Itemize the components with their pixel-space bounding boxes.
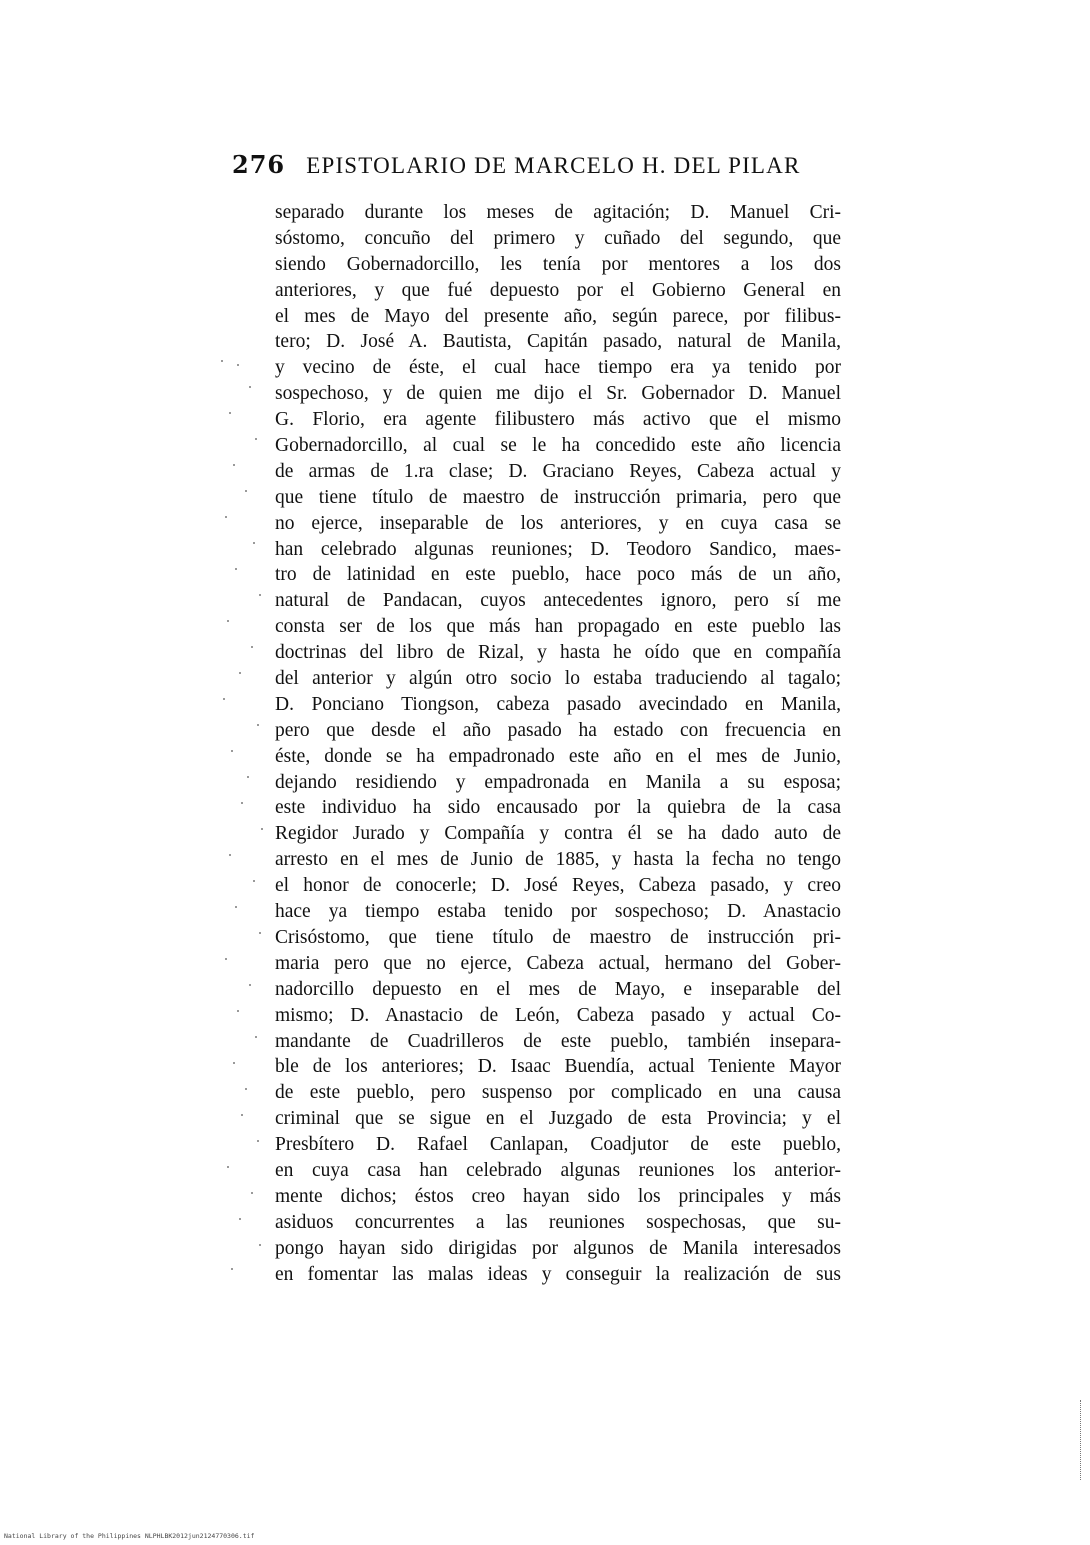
text-line: dejando residiendo y empadronada en Manila a su esposa; (275, 771, 841, 793)
text-line: pero que desde el año pasado ha estado con frecuencia en (275, 719, 841, 741)
text-line: que tiene título de maestro de instrucción primaria, pero que (275, 486, 841, 508)
text-line: hace ya tiempo estaba tenido por sospechoso; D. Anastacio (275, 901, 841, 923)
running-title: EPISTOLARIO DE MARCELO H. DEL PILAR (306, 153, 801, 178)
text-line: nadorcillo depuesto en el mes de Mayo, e inseparable del (275, 978, 841, 1000)
page-number: 276 (232, 150, 286, 179)
text-line: tero; D. José A. Bautista, Capitán pasado, natural de Manila, (275, 331, 841, 353)
text-line: mandante de Cuadrilleros de este pueblo, también insepara- (275, 1030, 841, 1052)
body-text (275, 200, 841, 1287)
text-line: arresto en el mes de Junio de 1885, y hasta la fecha no tengo (275, 849, 841, 871)
text-line: del anterior y algún otro socio lo estaba traduciendo al tagalo; (275, 668, 841, 690)
text-line: el honor de conocerle; D. José Reyes, Cabeza pasado, y creo (275, 875, 841, 897)
text-line: en fomentar las malas ideas y conseguir la realización de sus (275, 1263, 841, 1285)
text-line: doctrinas del libro de Rizal, y hasta he oído que en compañía (275, 642, 841, 664)
text-line: tro de latinidad en este pueblo, hace poco más de un año, (275, 564, 841, 586)
text-line: asiduos concurrentes a las reuniones sospechosas, que su- (275, 1211, 841, 1233)
text-line: sóstomo, concuño del primero y cuñado del segundo, que (275, 227, 841, 249)
text-line: mismo; D. Anastacio de León, Cabeza pasado y actual Co- (275, 1004, 841, 1026)
text-line: mente dichos; éstos creo hayan sido los principales y más (275, 1185, 841, 1207)
text-line: no ejerce, inseparable de los anteriores, y en cuya casa se (275, 512, 841, 534)
text-line: siendo Gobernadorcillo, les tenía por mentores a los dos (275, 253, 841, 275)
edge-scan-marks (1080, 1400, 1085, 1480)
text-line: pongo hayan sido dirigidas por algunos de Manila interesados (275, 1237, 841, 1259)
text-line: Crisóstomo, que tiene título de maestro de instrucción pri- (275, 926, 841, 948)
text-line: Regidor Jurado y Compañía y contra él se ha dado auto de (275, 823, 841, 845)
text-line: separado durante los meses de agitación; D. Manuel Cri- (275, 202, 841, 223)
text-line: maria pero que no ejerce, Cabeza actual, hermano del Gober- (275, 952, 841, 974)
text-line: natural de Pandacan, cuyos antecedentes ignoro, pero sí me (275, 590, 841, 612)
text-line: el mes de Mayo del presente año, según parece, por filibus- (275, 305, 841, 327)
text-line: Presbítero D. Rafael Canlapan, Coadjutor de este pueblo, (275, 1134, 841, 1156)
text-line: de este pueblo, pero suspenso por complicado en una causa (275, 1082, 841, 1104)
margin-bleed-through (215, 350, 267, 1280)
scan-footer-stamp: National Library of the Philippines NLPHLBK2012jun2124770306.tif (4, 1532, 255, 1540)
text-line: este individuo ha sido encausado por la quiebra de la casa (275, 797, 841, 819)
text-line: y vecino de éste, el cual hace tiempo era ya tenido por (275, 357, 841, 379)
text-line: ble de los anteriores; D. Isaac Buendía, actual Teniente Mayor (275, 1056, 841, 1078)
text-line: Gobernadorcillo, al cual se le ha concedido este año licencia (275, 435, 841, 457)
text-line: criminal que se sigue en el Juzgado de esta Provincia; y el (275, 1108, 841, 1130)
text-line: G. Florio, era agente filibustero más activo que el mismo (275, 409, 841, 431)
text-line: D. Ponciano Tiongson, cabeza pasado avecindado en Manila, (275, 693, 841, 715)
text-line: éste, donde se ha empadronado este año en el mes de Junio, (275, 745, 841, 767)
text-line: anteriores, y que fué depuesto por el Gobierno General en (275, 279, 841, 301)
text-line: han celebrado algunas reuniones; D. Teodoro Sandico, maes- (275, 538, 841, 560)
page-header (232, 150, 852, 182)
text-line: de armas de 1.ra clase; D. Graciano Reyes, Cabeza actual y (275, 460, 841, 482)
text-line: sospechoso, y de quien me dijo el Sr. Gobernador D. Manuel (275, 383, 841, 405)
text-line: consta ser de los que más han propagado en este pueblo las (275, 616, 841, 638)
text-line: en cuya casa han celebrado algunas reuniones los anterior- (275, 1159, 841, 1181)
